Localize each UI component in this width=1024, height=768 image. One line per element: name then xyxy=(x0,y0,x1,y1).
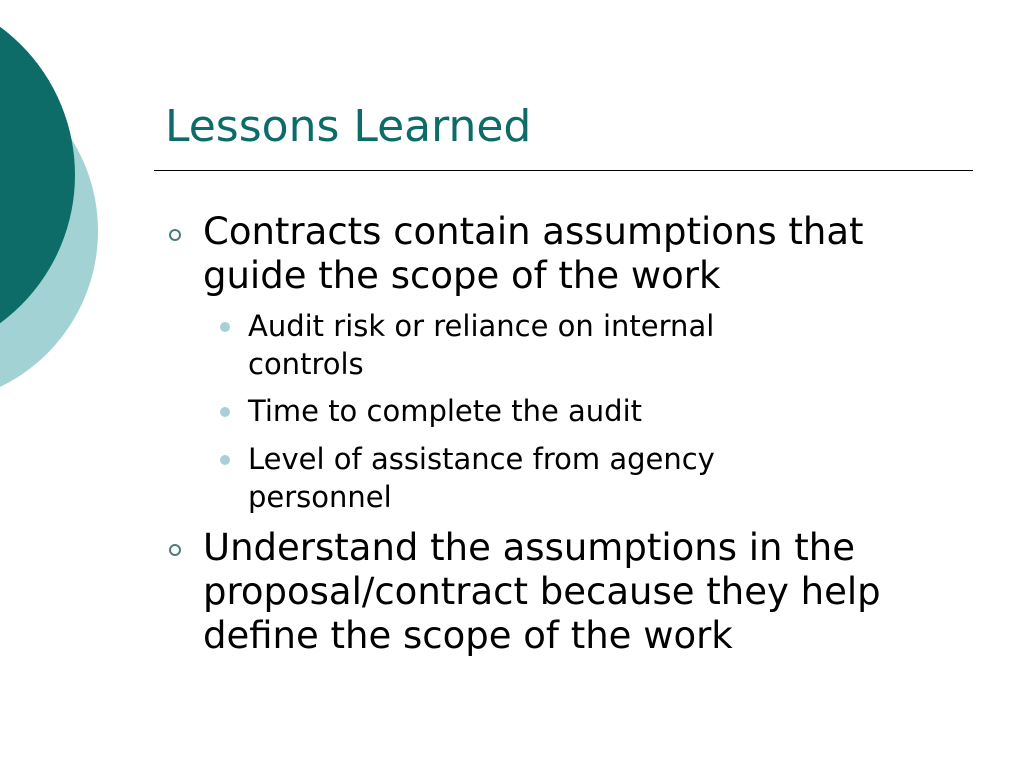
dot-bullet-icon xyxy=(220,407,230,417)
sub-bullet-2-line-1: Time to complete the audit xyxy=(248,394,642,428)
dot-bullet-icon xyxy=(220,455,230,465)
sub-bullet-3-line-1: Level of assistance from agency xyxy=(248,442,715,476)
sub-bullet-3-line-2: personnel xyxy=(248,480,392,514)
sub-bullet-1-line-2: controls xyxy=(248,347,364,381)
bullet-2-line-1: Understand the assumptions in the xyxy=(203,526,855,569)
bullet-2-line-3: define the scope of the work xyxy=(203,614,733,657)
sub-bullet-1-line-1: Audit risk or reliance on internal xyxy=(248,309,715,343)
hollow-circle-bullet-icon xyxy=(169,229,181,241)
bullet-1-line-1: Contracts contain assumptions that xyxy=(203,210,864,253)
hollow-circle-bullet-icon xyxy=(169,544,181,556)
bullet-2-line-2: proposal/contract because they help xyxy=(203,570,881,613)
bullet-1-line-2: guide the scope of the work xyxy=(203,254,721,297)
slide-title: Lessons Learned xyxy=(165,101,532,152)
dot-bullet-icon xyxy=(220,322,230,332)
